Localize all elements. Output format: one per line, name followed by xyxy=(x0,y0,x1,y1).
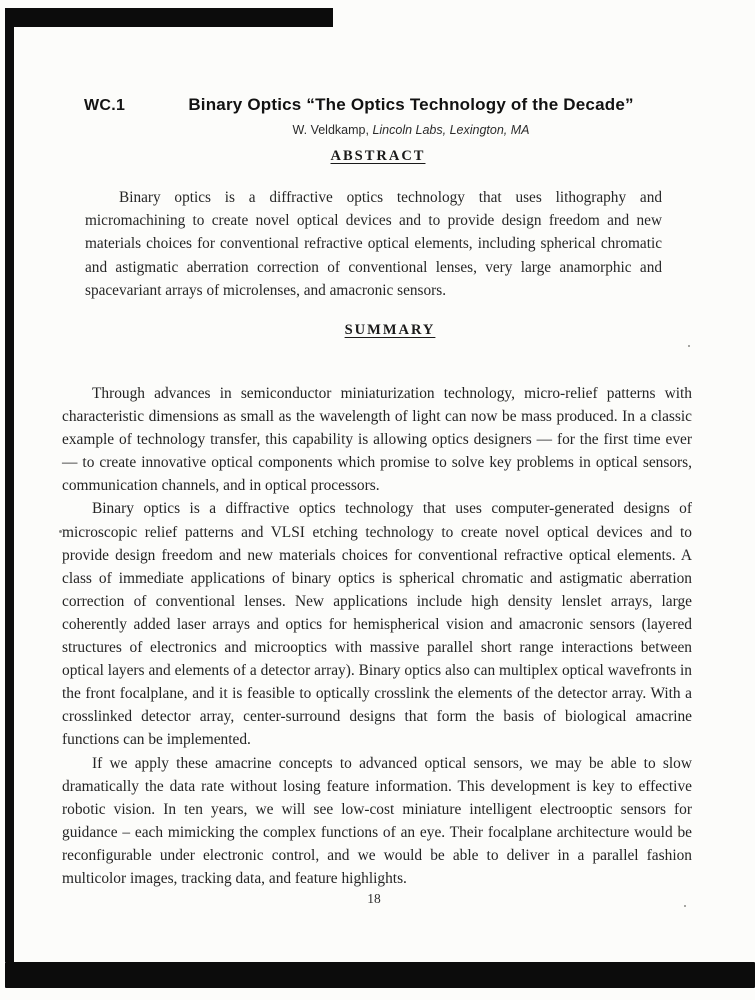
scan-speck xyxy=(684,905,686,907)
byline xyxy=(293,123,530,137)
summary-paragraph-1: Through advances in semiconductor miniaturization technology, micro-relief patterns with characteristic dimensions as small as the wavelength of light can now be mass produced. In a classic example of technology transfer, this capability is allowing optics designers — for the first time ever — to create innovative optical components which promise to solve key problems in optical sensors, communication channels, and in optical processors. xyxy=(62,385,692,495)
author-affiliation: Lincoln Labs, Lexington, MA xyxy=(372,123,530,137)
scan-speck xyxy=(688,345,690,347)
summary-paragraph-2: Binary optics is a diffractive optics technology that uses computer-generated designs of microscopic relief patterns and VLSI etching technology to create novel optical devices and to provide design freedom and new materials choices for conventional refractive optical elements. A class of immediate applications of binary optics is spherical chromatic and astigmatic aberration correction of conventional lenses. New applications include high density lenslet arrays, large coherently added laser arrays and optics for hemispherical vision and amacronic sensors (layered structures of electronics and microoptics with massive parallel short range interactions between optical layers and elements of a detector array). Binary optics also can multiplex optical wavefronts in the front focalplane, and it is feasible to optically crosslink the elements of the detector array. With a crosslinked detector array, center-surround designs that form the basis of biological amacrine functions can be implemented. xyxy=(62,500,692,749)
abstract-section xyxy=(85,186,662,302)
paper-title: Binary Optics “The Optics Technology of the Decade” xyxy=(188,95,634,114)
scan-artifact-top-edge xyxy=(5,8,333,27)
summary-paragraph-3: If we apply these amacrine concepts to advanced optical sensors, we may be able to slow dramatically the data rate without losing feature information. This development is key to effective robotic vision. In ten years, we will see low-cost miniature intelligent electrooptic sensors for guidance – each mimicking the complex functions of an eye. Their focalplane architecture would be reconfigurable under electronic control, and we would be able to deliver in a parallel fashion multicolor images, tracking data, and feature highlights. xyxy=(62,754,692,887)
abstract-heading: ABSTRACT xyxy=(330,148,426,164)
author-name: W. Veldkamp, xyxy=(292,123,369,137)
scan-artifact-left-edge xyxy=(5,8,14,962)
summary-section xyxy=(62,382,692,890)
page-number: 18 xyxy=(367,891,381,906)
abstract-paragraph: Binary optics is a diffractive optics technology that uses lithography and micromachining to create novel optical devices and to provide design freedom and new materials choices for conventional refractive optical elements, including spherical chromatic and astigmatic aberration correction of conventional lenses, very large anamorphic and spacevariant arrays of microlenses, and amacronic sensors. xyxy=(85,189,662,299)
summary-heading: SUMMARY xyxy=(344,322,436,338)
session-code: WC.1 xyxy=(84,97,126,114)
scan-artifact-bottom-edge xyxy=(5,962,755,988)
